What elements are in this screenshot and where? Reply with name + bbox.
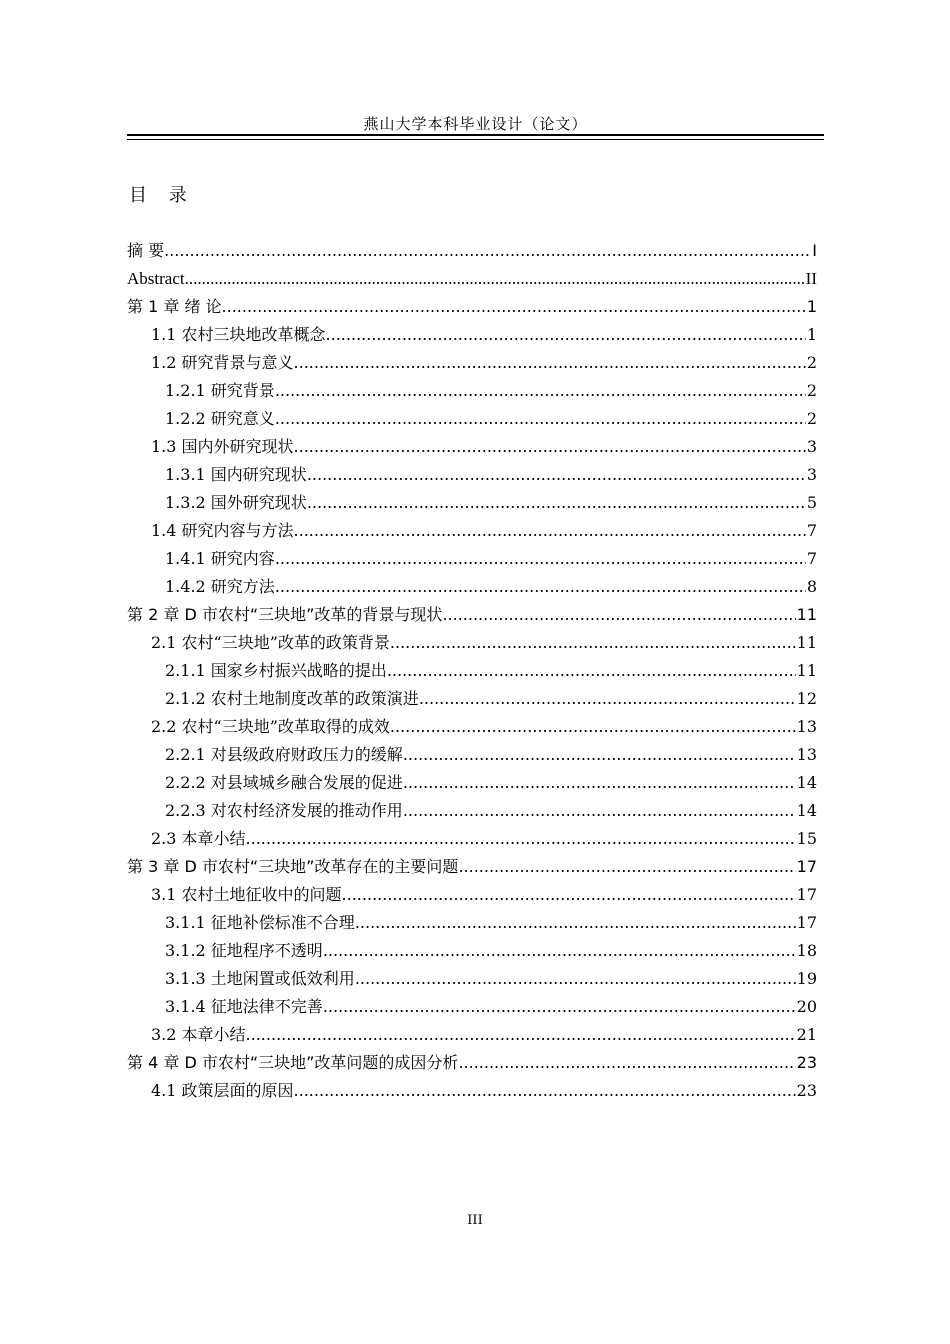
toc-entry-section[interactable]: 2.2 农村“三块地”改革取得的成效 ..... 13 bbox=[127, 713, 817, 741]
header-rule-thin bbox=[127, 139, 824, 140]
table-of-contents bbox=[127, 237, 817, 1105]
toc-entry-subsection[interactable]: 3.1.4 征地法律不完善 ..... 20 bbox=[127, 993, 817, 1021]
toc-entry-chapter-4[interactable]: 第 4 章 D 市农村“三块地”改革问题的成因分析 ..... 23 bbox=[127, 1049, 817, 1077]
toc-entry-section[interactable]: 3.1 农村土地征收中的问题 ..... 17 bbox=[127, 881, 817, 909]
toc-entry-chapter-3[interactable]: 第 3 章 D 市农村“三块地”改革存在的主要问题 ..... 17 bbox=[127, 853, 817, 881]
toc-entry-subsection[interactable]: 3.1.3 土地闲置或低效利用 ..... 19 bbox=[127, 965, 817, 993]
toc-title: 目 录 bbox=[129, 185, 195, 206]
toc-entry-subsection[interactable]: 1.3.2 国外研究现状 ..... 5 bbox=[127, 489, 817, 517]
toc-entry-section[interactable]: 1.4 研究内容与方法 ..... 7 bbox=[127, 517, 817, 545]
toc-entry-subsection[interactable]: 2.2.3 对农村经济发展的推动作用 ..... 14 bbox=[127, 797, 817, 825]
toc-entry-subsection[interactable]: 2.1.1 国家乡村振兴战略的提出 ..... 11 bbox=[127, 657, 817, 685]
toc-entry-chapter-2[interactable]: 第 2 章 D 市农村“三块地”改革的背景与现状 ..... 11 bbox=[127, 601, 817, 629]
toc-entry-section[interactable]: 3.2 本章小结 ..... 21 bbox=[127, 1021, 817, 1049]
toc-entry-section[interactable]: 1.2 研究背景与意义 ..... 2 bbox=[127, 349, 817, 377]
toc-entry-section[interactable]: 2.3 本章小结 ..... 15 bbox=[127, 825, 817, 853]
toc-entry-subsection[interactable]: 2.2.2 对县域城乡融合发展的促进 ..... 14 bbox=[127, 769, 817, 797]
page-number: III bbox=[467, 1213, 483, 1228]
toc-entry-section[interactable]: 1.1 农村三块地改革概念 ..... 1 bbox=[127, 321, 817, 349]
toc-entry-section[interactable]: 4.1 政策层面的原因 ..... 23 bbox=[127, 1077, 817, 1105]
toc-entry-subsection[interactable]: 2.2.1 对县级政府财政压力的缓解 ..... 13 bbox=[127, 741, 817, 769]
toc-entry-subsection[interactable]: 1.2.2 研究意义 ..... 2 bbox=[127, 405, 817, 433]
toc-entry-chapter-1[interactable]: 第 1 章 绪 论 ..... 1 bbox=[127, 293, 817, 321]
toc-entry-subsection[interactable]: 2.1.2 农村土地制度改革的政策演进 ..... 12 bbox=[127, 685, 817, 713]
toc-entry-subsection[interactable]: 1.4.2 研究方法 ..... 8 bbox=[127, 573, 817, 601]
toc-entry-section[interactable]: 1.3 国内外研究现状 ..... 3 bbox=[127, 433, 817, 461]
toc-entry-subsection[interactable]: 3.1.2 征地程序不透明 ..... 18 bbox=[127, 937, 817, 965]
toc-entry-subsection[interactable]: 1.2.1 研究背景 ..... 2 bbox=[127, 377, 817, 405]
toc-entry-subsection[interactable]: 3.1.1 征地补偿标准不合理 ..... 17 bbox=[127, 909, 817, 937]
page-header: 燕山大学本科毕业设计（论文） bbox=[363, 115, 588, 133]
toc-entry-abstract-en[interactable]: Abstract ..... II bbox=[127, 265, 817, 293]
toc-entry-subsection[interactable]: 1.4.1 研究内容 ..... 7 bbox=[127, 545, 817, 573]
header-rule-thick bbox=[127, 134, 824, 136]
toc-entry-abstract-cn[interactable]: 摘 要 ..... I bbox=[127, 237, 817, 265]
toc-entry-subsection[interactable]: 1.3.1 国内研究现状 ..... 3 bbox=[127, 461, 817, 489]
toc-entry-section[interactable]: 2.1 农村“三块地”改革的政策背景 ..... 11 bbox=[127, 629, 817, 657]
